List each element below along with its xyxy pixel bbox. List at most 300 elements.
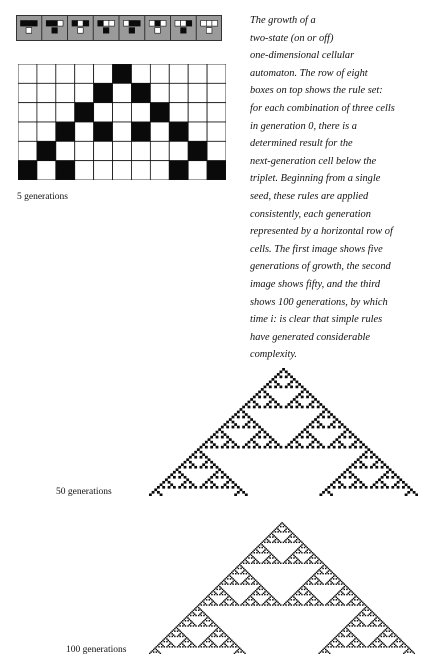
cell-run — [173, 471, 176, 474]
cell-run — [353, 640, 354, 641]
cell-run — [283, 604, 284, 605]
cell-run — [400, 640, 401, 641]
cell-run — [253, 441, 256, 444]
cell-run — [224, 433, 227, 436]
cell-run — [375, 481, 378, 484]
cell-run — [248, 426, 251, 429]
cell-run — [326, 566, 327, 567]
cell-run — [258, 446, 261, 449]
cell-run — [287, 600, 288, 601]
cell-run — [318, 580, 319, 581]
cell-run — [275, 602, 276, 603]
cell-run — [214, 630, 215, 631]
cell-run — [373, 623, 374, 624]
cell-run — [173, 634, 174, 635]
cell-run — [267, 560, 268, 561]
cell-run — [334, 637, 335, 638]
cell-run — [342, 603, 343, 604]
cell-run — [231, 640, 232, 641]
cell-run — [182, 646, 183, 647]
cell-off — [150, 141, 169, 160]
cell-run — [404, 651, 405, 652]
cell-run — [316, 603, 317, 604]
cell-run — [308, 559, 309, 560]
cell-run — [324, 564, 325, 565]
cell-run — [280, 604, 281, 605]
cell-run — [386, 636, 387, 637]
cell-run — [240, 649, 241, 650]
cell-run — [359, 623, 360, 624]
cell-run — [299, 547, 300, 548]
cell-run — [370, 466, 373, 469]
cell-run — [269, 436, 272, 439]
cell-run — [162, 481, 165, 484]
cell-run — [317, 421, 320, 424]
cell-run — [243, 568, 244, 569]
cell-run — [305, 603, 306, 604]
cell-run — [202, 453, 205, 456]
cell-on — [169, 122, 188, 141]
cell-run — [351, 443, 354, 446]
cell-run — [216, 476, 219, 479]
cell-run — [261, 589, 262, 590]
cell-run — [214, 594, 215, 595]
cell-run — [381, 644, 382, 645]
cell-run — [177, 628, 178, 629]
description-line: time i: is clear that simple rules — [250, 314, 383, 326]
cell-run — [252, 577, 253, 578]
ca-triangle-50-generations — [149, 368, 418, 496]
cell-run — [234, 413, 237, 416]
cell-run — [276, 600, 277, 601]
description-line: for each combination of three cells — [250, 102, 395, 114]
cell-run — [214, 591, 215, 592]
cell-run — [216, 589, 217, 590]
cell-run — [293, 557, 294, 558]
cell-run — [381, 476, 384, 479]
cell-run — [355, 595, 356, 596]
cell-run — [357, 478, 360, 481]
cell-run — [210, 461, 213, 464]
cell-run — [327, 446, 330, 449]
cell-run — [301, 544, 302, 545]
cell-run — [267, 542, 268, 543]
cell-run — [386, 625, 387, 626]
cell-run — [406, 650, 407, 651]
cell-run — [213, 600, 214, 601]
cell-run — [277, 529, 278, 530]
cell-run — [183, 645, 184, 646]
cell-off — [150, 64, 169, 83]
cell-run — [312, 552, 313, 553]
cell-run — [210, 481, 213, 484]
cell-run — [340, 580, 341, 581]
cell-run — [266, 393, 269, 396]
cell-run — [295, 540, 296, 541]
cell-run — [211, 591, 212, 592]
cell-run — [288, 560, 289, 561]
cell-run — [349, 471, 352, 474]
cell-run — [255, 590, 256, 591]
cell-run — [382, 621, 383, 622]
cell-run — [353, 603, 354, 604]
cell-run — [381, 486, 384, 489]
cell-run — [341, 591, 342, 592]
cell-run — [299, 560, 300, 561]
cell-run — [333, 426, 336, 429]
cell-run — [189, 481, 192, 484]
cell-run — [169, 641, 170, 642]
cell-run — [354, 596, 355, 597]
cell-run — [258, 603, 259, 604]
cell-run — [349, 625, 350, 626]
cell-run — [170, 642, 171, 643]
cell-off — [169, 64, 188, 83]
cell-run — [272, 438, 275, 441]
cell-run — [271, 553, 272, 554]
cell-run — [297, 538, 298, 539]
cell-run — [358, 624, 359, 625]
cell-run — [365, 615, 366, 616]
cell-run — [375, 615, 376, 616]
cell-run — [293, 534, 294, 535]
cell-run — [379, 640, 380, 641]
cell-run — [301, 542, 302, 543]
cell-on — [56, 161, 75, 180]
cell-run — [263, 561, 264, 562]
cell-run — [355, 637, 356, 638]
cell-run — [250, 418, 253, 421]
cell-run — [246, 563, 247, 564]
cell-run — [259, 594, 260, 595]
cell-run — [243, 581, 244, 582]
cell-run — [283, 531, 284, 532]
cell-run — [362, 615, 363, 616]
cell-run — [332, 598, 333, 599]
cell-run — [258, 551, 259, 552]
cell-run — [184, 481, 187, 484]
cell-run — [290, 381, 293, 384]
cell-run — [178, 466, 181, 469]
cell-run — [202, 600, 203, 601]
cell-run — [390, 629, 391, 630]
cell-run — [336, 599, 337, 600]
cell-off — [75, 64, 94, 83]
cell-run — [162, 645, 163, 646]
cell-run — [203, 623, 204, 624]
cell-run — [149, 653, 150, 654]
cell-off — [207, 103, 226, 122]
cell-run — [365, 607, 366, 608]
cell-run — [256, 423, 259, 426]
cell-run — [248, 604, 249, 605]
cell-run — [205, 598, 206, 599]
cell-run — [328, 604, 329, 605]
cell-run — [333, 604, 334, 605]
cell-run — [312, 583, 313, 584]
cell-run — [232, 426, 235, 429]
cell-run — [301, 386, 304, 389]
cell-run — [322, 568, 323, 569]
rule-pattern-cell — [129, 21, 135, 27]
cell-run — [305, 546, 306, 547]
cell-run — [341, 630, 342, 631]
cell-run — [242, 446, 245, 449]
cell-run — [192, 463, 195, 466]
cell-run — [219, 604, 220, 605]
cell-run — [248, 446, 251, 449]
rule-pattern-cell — [109, 21, 115, 27]
cell-run — [256, 604, 257, 605]
cell-run — [336, 646, 337, 647]
cell-run — [383, 630, 384, 631]
cell-run — [252, 603, 253, 604]
cell-run — [317, 441, 320, 444]
cell-run — [396, 636, 397, 637]
cell-run — [299, 589, 300, 590]
cell-run — [288, 557, 289, 558]
rule-pattern-cell — [32, 21, 38, 27]
cell-on — [188, 141, 207, 160]
cell-run — [367, 448, 370, 451]
cell-run — [199, 608, 200, 609]
cell-run — [176, 468, 179, 471]
cell-run — [337, 593, 338, 594]
cell-run — [280, 526, 281, 527]
cell-run — [220, 634, 221, 635]
cell-run — [261, 544, 262, 545]
cell-run — [311, 396, 314, 399]
cell-run — [190, 644, 191, 645]
cell-run — [301, 446, 304, 449]
cell-run — [277, 403, 280, 406]
cell-run — [326, 572, 327, 573]
cell-run — [264, 563, 265, 564]
cell-run — [370, 646, 371, 647]
cell-run — [359, 620, 360, 621]
cell-run — [342, 587, 343, 588]
cell-run — [381, 636, 382, 637]
cell-run — [157, 645, 158, 646]
description-line: image shows fifty, and the third — [250, 278, 381, 290]
cell-run — [337, 603, 338, 604]
description-line: two-state (on or off) — [250, 32, 334, 44]
cell-run — [351, 641, 352, 642]
cell-run — [264, 594, 265, 595]
cell-run — [353, 619, 354, 620]
cell-run — [357, 646, 358, 647]
cell-run — [289, 535, 290, 536]
cell-run — [381, 646, 382, 647]
cell-run — [219, 628, 220, 629]
cell-run — [248, 406, 251, 409]
cell-run — [274, 406, 277, 409]
cell-run — [256, 583, 257, 584]
cell-run — [373, 615, 374, 616]
cell-run — [237, 411, 240, 414]
cell-run — [373, 612, 374, 613]
cell-run — [267, 563, 268, 564]
cell-run — [399, 641, 400, 642]
cell-run — [386, 471, 389, 474]
cell-run — [342, 582, 343, 583]
cell-run — [299, 602, 300, 603]
cell-run — [312, 555, 313, 556]
cell-run — [269, 542, 270, 543]
cell-run — [296, 549, 297, 550]
cell-run — [344, 583, 345, 584]
cell-run — [343, 446, 346, 449]
cell-run — [348, 634, 349, 635]
cell-run — [258, 406, 261, 409]
cell-run — [195, 610, 196, 611]
cell-on — [75, 103, 94, 122]
cell-run — [259, 604, 260, 605]
cell-run — [301, 604, 302, 605]
cell-run — [244, 559, 245, 560]
cell-run — [211, 599, 212, 600]
cell-run — [378, 636, 379, 637]
cell-run — [361, 642, 362, 643]
cell-run — [232, 644, 233, 645]
cell-run — [255, 580, 256, 581]
cell-run — [300, 546, 301, 547]
cell-run — [199, 645, 200, 646]
cell-run — [255, 548, 256, 549]
cell-run — [381, 633, 382, 634]
cell-run — [386, 476, 389, 479]
cell-run — [232, 583, 233, 584]
cell-run — [203, 644, 204, 645]
cell-run — [330, 413, 333, 416]
cell-run — [359, 486, 362, 489]
cell-run — [221, 471, 224, 474]
cell-run — [202, 443, 205, 446]
cell-off — [18, 122, 37, 141]
cell-run — [184, 466, 187, 469]
cell-run — [292, 532, 293, 533]
cell-run — [373, 641, 374, 642]
cell-run — [224, 636, 225, 637]
cell-run — [359, 625, 360, 626]
cell-run — [365, 466, 368, 469]
cell-run — [265, 538, 266, 539]
cell-run — [300, 593, 301, 594]
cell-run — [205, 603, 206, 604]
cell-run — [341, 433, 344, 436]
cell-run — [338, 476, 341, 479]
cell-run — [193, 625, 194, 626]
cell-run — [338, 481, 341, 484]
cell-run — [248, 557, 249, 558]
cell-run — [310, 556, 311, 557]
cell-run — [370, 623, 371, 624]
cell-run — [187, 625, 188, 626]
cell-run — [371, 611, 372, 612]
cell-run — [321, 572, 322, 573]
cell-run — [365, 625, 366, 626]
cell-run — [288, 536, 289, 537]
cell-run — [299, 563, 300, 564]
description-line: consistently, each generation — [250, 208, 371, 220]
cell-run — [254, 552, 255, 553]
cell-run — [357, 458, 360, 461]
cell-run — [250, 438, 253, 441]
cell-run — [214, 633, 215, 634]
cell-run — [242, 561, 243, 562]
cell-run — [264, 431, 267, 434]
cell-run — [354, 646, 355, 647]
cell-run — [215, 593, 216, 594]
cell-run — [371, 621, 372, 622]
cell-run — [259, 583, 260, 584]
cell-run — [279, 530, 280, 531]
cell-run — [230, 578, 231, 579]
cell-run — [178, 645, 179, 646]
cell-run — [174, 636, 175, 637]
cell-run — [194, 613, 195, 614]
cell-run — [277, 542, 278, 543]
cell-run — [273, 603, 274, 604]
cell-off — [94, 64, 113, 83]
cell-run — [344, 589, 345, 590]
cell-run — [207, 595, 208, 596]
cell-run — [218, 627, 219, 628]
cell-run — [274, 401, 277, 404]
cell-run — [173, 629, 174, 630]
cell-run — [251, 578, 252, 579]
cell-run — [203, 612, 204, 613]
cell-run — [258, 431, 261, 434]
cell-run — [309, 563, 310, 564]
cell-run — [341, 583, 342, 584]
cell-run — [299, 549, 300, 550]
cell-run — [338, 636, 339, 637]
cell-run — [349, 466, 352, 469]
cell-run — [184, 486, 187, 489]
rule-pattern-cell — [201, 21, 207, 27]
cell-run — [227, 646, 228, 647]
cell-run — [166, 636, 167, 637]
cell-run — [316, 582, 317, 583]
rule-result-cell — [206, 28, 212, 34]
cell-run — [242, 416, 245, 419]
cell-off — [207, 64, 226, 83]
cell-run — [186, 637, 187, 638]
cell-run — [293, 398, 296, 401]
cell-run — [213, 443, 216, 446]
cell-run — [185, 625, 186, 626]
cell-run — [266, 443, 269, 446]
cell-run — [291, 599, 292, 600]
cell-run — [231, 598, 232, 599]
cell-run — [179, 625, 180, 626]
cell-run — [252, 556, 253, 557]
cell-run — [314, 418, 317, 421]
cell-run — [349, 591, 350, 592]
cell-run — [253, 396, 256, 399]
cell-run — [333, 641, 334, 642]
cell-off — [56, 83, 75, 102]
cell-run — [182, 620, 183, 621]
cell-run — [299, 594, 300, 595]
cell-run — [230, 596, 231, 597]
cell-run — [216, 586, 217, 587]
cell-run — [275, 604, 276, 605]
cell-run — [280, 376, 283, 379]
cell-run — [272, 378, 275, 381]
cell-run — [306, 396, 309, 399]
